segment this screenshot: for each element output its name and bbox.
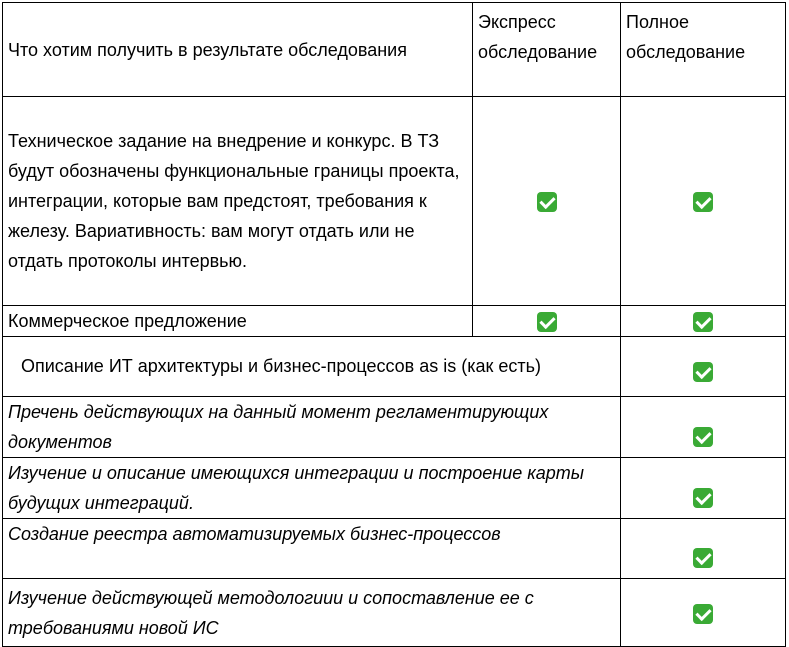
row-text: Коммерческое предложение (3, 306, 473, 337)
row-text: Техническое задание на внедрение и конкурс. В ТЗ будут обозначены функциональные границы проекта, интеграции, которые вам предстоят, требования к железу. Вариативность: вам могут отдать или не отдать протоколы интервью. (3, 97, 473, 306)
check-mark-icon (537, 192, 557, 212)
full-cell (621, 519, 786, 579)
check-mark-icon (693, 488, 713, 508)
check-mark-icon (693, 192, 713, 212)
table-row (3, 306, 786, 337)
header-express: Экспресс обследование (473, 3, 621, 97)
full-cell (621, 397, 786, 458)
row-text: Пречень действующих на данный момент регламентирующих документов (3, 397, 621, 458)
table-row (3, 519, 786, 579)
table-header-row (3, 3, 786, 97)
survey-comparison-table (2, 2, 786, 647)
full-cell (621, 458, 786, 519)
header-question: Что хотим получить в результате обследования (3, 3, 473, 97)
row-text: Изучение и описание имеющихся интеграции и построение карты будущих интеграций. (3, 458, 621, 519)
full-cell (621, 97, 786, 306)
express-cell (473, 306, 621, 337)
table-row (3, 337, 786, 397)
table-row (3, 97, 786, 306)
table-row (3, 397, 786, 458)
check-mark-icon (693, 362, 713, 382)
check-mark-icon (693, 427, 713, 447)
table-row (3, 579, 786, 647)
check-mark-icon (537, 312, 557, 332)
check-mark-icon (693, 604, 713, 624)
full-cell (621, 306, 786, 337)
express-cell (473, 97, 621, 306)
row-text: Создание реестра автоматизируемых бизнес-процессов (3, 519, 621, 579)
full-cell (621, 579, 786, 647)
full-cell (621, 337, 786, 397)
check-mark-icon (693, 312, 713, 332)
row-text: Описание ИТ архитектуры и бизнес-процессов as is (как есть) (3, 337, 621, 397)
check-mark-icon (693, 548, 713, 568)
row-text: Изучение действующей методологиии и сопоставление ее с требованиями новой ИС (3, 579, 621, 647)
table-row (3, 458, 786, 519)
header-full: Полное обследование (621, 3, 786, 97)
